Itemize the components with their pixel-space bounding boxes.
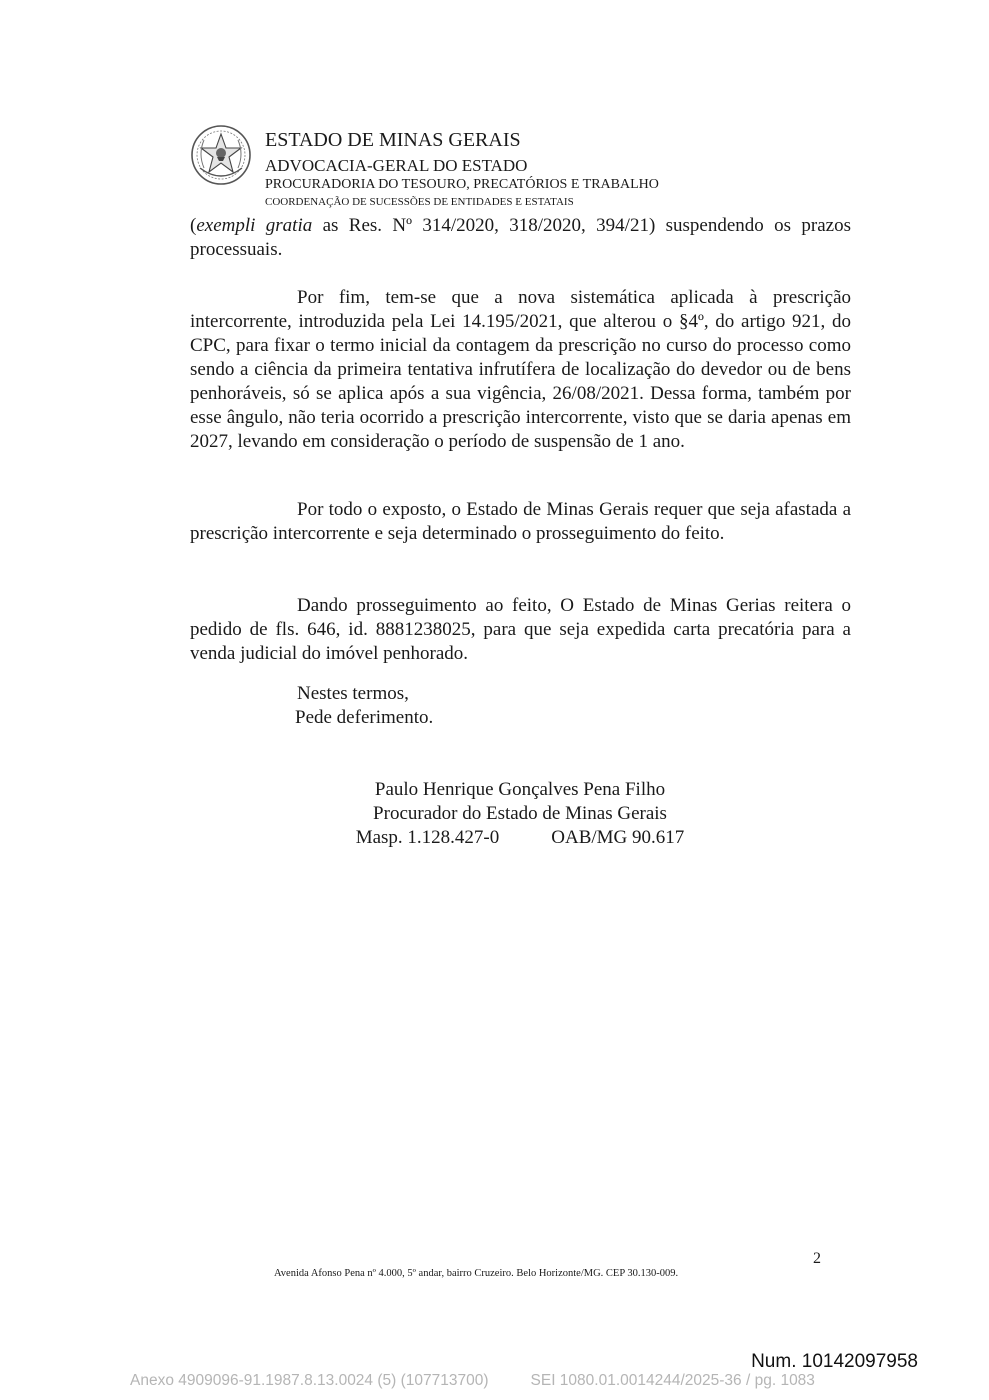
paragraph-continuation-request <box>190 594 851 666</box>
watermark-sei: SEI 1080.01.0014244/2025-36 / pg. 1083 <box>530 1372 815 1389</box>
signer-name: Paulo Henrique Gonçalves Pena Filho <box>374 779 666 800</box>
annex-watermark <box>130 1372 815 1390</box>
page-number: 2 <box>813 1250 821 1267</box>
footer-address: Avenida Afonso Pena nº 4.000, 5º andar, bairro Cruzeiro. Belo Horizonte/MG. CEP 30.130-009. <box>274 1268 679 1279</box>
signer-oab: OAB/MG 90.617 <box>551 827 685 848</box>
paren-open: ( <box>190 215 197 236</box>
header-state-name: ESTADO DE MINAS GERAIS <box>265 129 521 151</box>
paragraph-request <box>190 498 851 546</box>
closing-line-terms: Nestes termos, <box>297 683 409 704</box>
header-agency: ADVOCACIA-GERAL DO ESTADO <box>265 156 528 175</box>
signature-block <box>340 778 700 850</box>
closing-line-request: Pede deferimento. <box>295 707 434 728</box>
header-department: PROCURADORIA DO TESOURO, PRECATÓRIOS E TRABALHO <box>265 177 659 192</box>
paragraph-prescription <box>190 286 851 454</box>
watermark-annex: Anexo 4909096-91.1987.8.13.0024 (5) (107713700) <box>130 1372 489 1389</box>
paragraph-continuation-text: as Res. Nº 314/2020, 318/2020, 394/21) suspendendo os prazos processuais. <box>190 215 851 260</box>
header-coordination: COORDENAÇÃO DE SUCESSÕES DE ENTIDADES E ESTATAIS <box>265 196 574 208</box>
latin-phrase: exempli gratia <box>196 215 313 236</box>
signer-masp: Masp. 1.128.427-0 <box>355 827 500 848</box>
paragraph-continuation <box>190 214 851 262</box>
signer-role: Procurador do Estado de Minas Gerais <box>373 803 667 824</box>
closing-block <box>297 682 433 730</box>
paragraph-request-text: Por todo o exposto, o Estado de Minas Gerais requer que seja afastada a prescrição intercorrente e seja determinado o prosseguimento do feito. <box>190 499 851 544</box>
paragraph-continuation-request-text: Dando prosseguimento ao feito, O Estado de Minas Gerias reitera o pedido de fls. 646, id. 8881238025, para que seja expedida carta precatória para a venda judicial do imóvel penhorado. <box>190 595 851 664</box>
coat-of-arms-icon <box>190 124 252 186</box>
paragraph-prescription-text: Por fim, tem-se que a nova sistemática aplicada à prescrição intercorrente, introduzida pela Lei 14.195/2021, que alterou o §4º, do artigo 921, do CPC, para fixar o termo inicial da contagem da prescrição no curso do processo como sendo a ciência da primeira tentativa infrutífera de localização do devedor ou de bens penhoráveis, só se aplica após a sua vigência, 26/08/2021. Dessa forma, também por esse ângulo, não teria ocorrido a prescrição intercorrente, visto que se daria apenas em 2027, levando em consideração o período de suspensão de 1 ano. <box>190 287 851 452</box>
document-number-stamp: Num. 10142097958 <box>751 1351 918 1372</box>
signer-ids <box>340 826 700 850</box>
